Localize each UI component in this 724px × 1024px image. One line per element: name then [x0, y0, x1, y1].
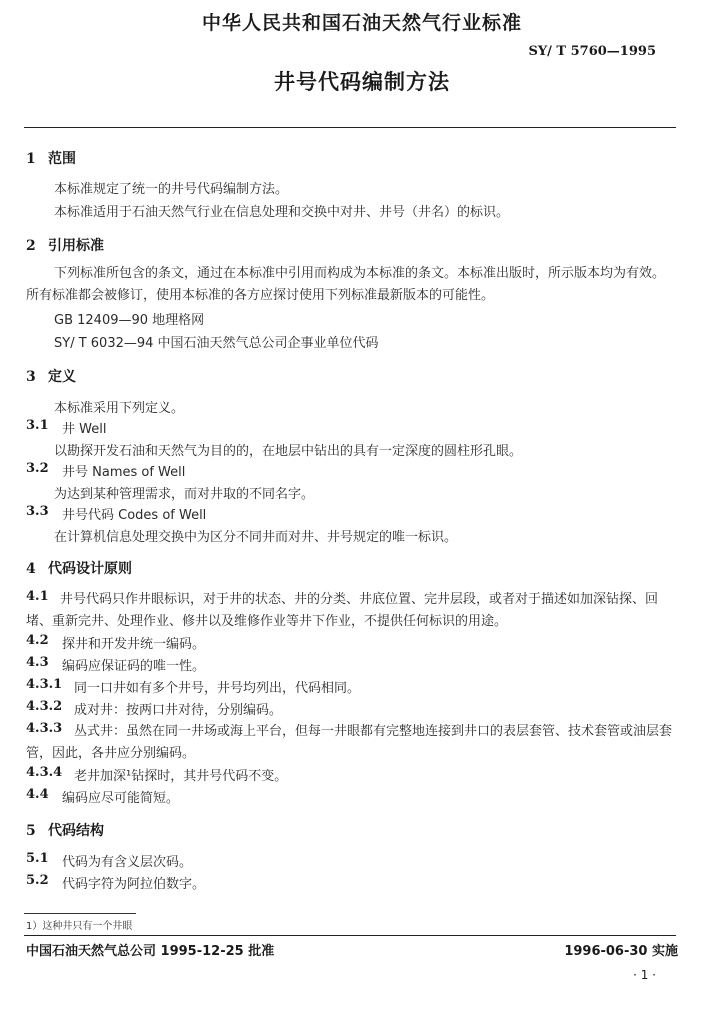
section-3-heading: 3 定义	[26, 369, 76, 385]
section-1-para-2: 本标准适用于石油天然气行业在信息处理和交换中对井、井号（井名）的标识。	[54, 205, 510, 220]
footnote: 1）这种井只有一个井眼	[26, 921, 133, 932]
footnote-rule	[24, 913, 136, 914]
section-1-para-1: 本标准规定了统一的井号代码编制方法。	[54, 182, 289, 197]
clause-number: 4.2	[26, 633, 49, 648]
header-rule	[24, 127, 676, 128]
approval-line: 中国石油天然气总公司 1995-12-25 批准	[26, 944, 275, 959]
definition-term-names-of-well: 井号 Names of Well	[62, 465, 186, 480]
definition-text-names-of-well: 为达到某种管理需求，而对井取的不同名字。	[54, 487, 315, 502]
clause-4-1-text: 井号代码只作井眼标识，对于井的状态、井的分类、井底位置、完井层段，或者对于描述如加深钻探、回堵、重新完井、处理作业、修井以及维修作业等井下作业，不提供任何标识的用途。	[26, 592, 659, 629]
section-5-heading: 5 代码结构	[26, 823, 104, 839]
clause-number: 4.3.1	[26, 677, 63, 692]
clause-4-3-4-text: 老井加深¹钻探时，其井号代码不变。	[74, 769, 288, 784]
clause-number: 3.3	[26, 504, 49, 519]
clause-5-1-text: 代码为有含义层次码。	[62, 855, 193, 870]
clause-number: 4.4	[26, 787, 49, 802]
clause-number: 4.1	[26, 589, 49, 604]
clause-number: 3.2	[26, 461, 49, 476]
footer-rule	[24, 935, 676, 936]
section-2-heading: 2 引用标准	[26, 238, 104, 254]
clause-number: 4.3.4	[26, 765, 63, 780]
reference-gb-12409: GB 12409—90 地理格网	[54, 313, 205, 328]
definition-term-codes-of-well: 井号代码 Codes of Well	[62, 508, 207, 523]
page-number: · 1 ·	[633, 968, 656, 982]
section-1-heading: 1 范围	[26, 151, 76, 167]
clause-4-4-text: 编码应尽可能简短。	[62, 791, 180, 806]
section-2-para-1: 下列标准所包含的条文，通过在本标准中引用而构成为本标准的条文。本标准出版时，所示版本均为有效。所有标准都会被修订，使用本标准的各方应探讨使用下列标准最新版本的可能性。	[26, 266, 666, 303]
clause-4-3-1-text: 同一口井如有多个井号，井号均列出，代码相同。	[74, 681, 361, 696]
issuing-organization: 中华人民共和国石油天然气行业标准	[201, 12, 522, 34]
document-title: 井号代码编制方法	[274, 70, 450, 94]
section-4-heading: 4 代码设计原则	[26, 561, 132, 577]
clause-number: 4.3	[26, 655, 49, 670]
clause-number: 5.2	[26, 873, 49, 888]
implementation-date: 1996-06-30 实施	[564, 944, 678, 959]
definition-term-well: 井 Well	[62, 422, 107, 437]
clause-5-2-text: 代码字符为阿拉伯数字。	[62, 877, 206, 892]
clause-4-2-text: 探井和开发井统一编码。	[62, 637, 206, 652]
clause-number: 5.1	[26, 851, 49, 866]
clause-number: 3.1	[26, 418, 49, 433]
standard-number: SY/ T 5760—1995	[528, 44, 656, 59]
definition-text-well: 以勘探开发石油和天然气为目的的，在地层中钻出的具有一定深度的圆柱形孔眼。	[54, 444, 523, 459]
section-3-intro: 本标准采用下列定义。	[54, 401, 185, 416]
reference-sy-6032: SY/ T 6032—94 中国石油天然气总公司企事业单位代码	[54, 336, 379, 351]
clause-4-3-3-text: 丛式井：虽然在同一井场或海上平台，但每一井眼都有完整地连接到井口的表层套管、技术套管或油层套管，因此，各井应分别编码。	[26, 724, 673, 761]
clause-4-3-2-text: 成对井：按两口井对待，分别编码。	[74, 703, 283, 718]
definition-text-codes-of-well: 在计算机信息处理交换中为区分不同井而对井、井号规定的唯一标识。	[54, 530, 458, 545]
clause-4-3-text: 编码应保证码的唯一性。	[62, 659, 206, 674]
clause-number: 4.3.3	[26, 721, 63, 736]
clause-number: 4.3.2	[26, 699, 63, 714]
